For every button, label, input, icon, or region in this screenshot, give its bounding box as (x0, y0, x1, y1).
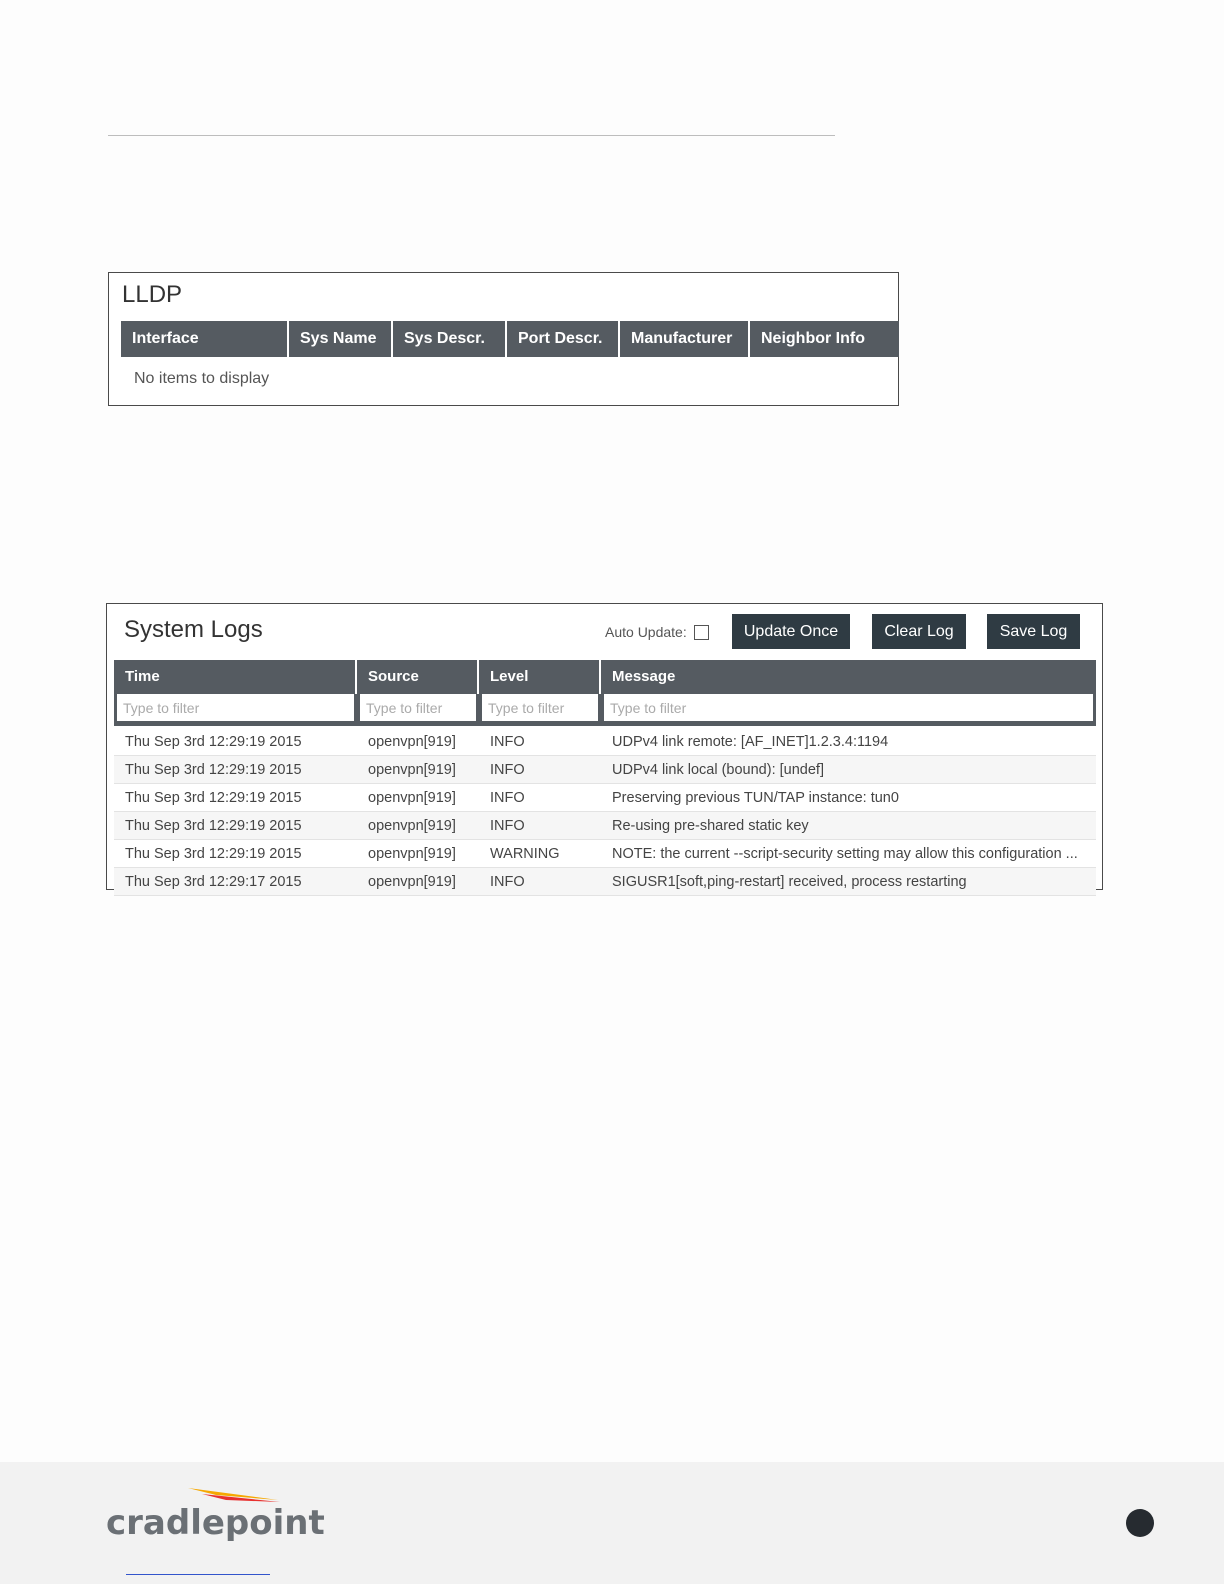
log-level: INFO (490, 873, 525, 890)
log-message: NOTE: the current --script-security setting may allow this configuration ... (612, 845, 1078, 862)
top-divider (108, 135, 835, 136)
system-logs-panel (106, 603, 1103, 890)
auto-update-checkbox[interactable] (694, 625, 709, 640)
page-number-dot (1126, 1509, 1154, 1537)
log-message: UDPv4 link local (bound): [undef] (612, 761, 824, 778)
logo-wordmark: cradlepoint (106, 1503, 325, 1543)
log-time: Thu Sep 3rd 12:29:19 2015 (125, 733, 302, 750)
log-source: openvpn[919] (368, 873, 456, 890)
log-level: INFO (490, 733, 525, 750)
column-header-sys-descr[interactable]: Sys Descr. (392, 321, 506, 357)
level-filter-input[interactable] (482, 694, 598, 721)
log-row[interactable] (114, 868, 1096, 896)
log-level: INFO (490, 817, 525, 834)
log-level: WARNING (490, 845, 560, 862)
clear-log-button[interactable]: Clear Log (872, 614, 966, 649)
update-once-button[interactable]: Update Once (732, 614, 850, 649)
log-source: openvpn[919] (368, 789, 456, 806)
log-source: openvpn[919] (368, 733, 456, 750)
column-header-message[interactable]: Message (612, 668, 676, 685)
log-level: INFO (490, 789, 525, 806)
save-log-button[interactable]: Save Log (987, 614, 1080, 649)
filter-cell-time (114, 694, 357, 724)
lldp-empty-message: No items to display (134, 370, 270, 387)
source-filter-input[interactable] (360, 694, 476, 721)
time-filter-input[interactable] (117, 694, 354, 721)
column-header-manufacturer[interactable]: Manufacturer (619, 321, 749, 357)
auto-update-label: Auto Update: (605, 624, 687, 640)
filter-cell-source (357, 694, 479, 724)
log-row[interactable] (114, 784, 1096, 812)
log-source: openvpn[919] (368, 845, 456, 862)
log-time: Thu Sep 3rd 12:29:19 2015 (125, 789, 302, 806)
log-row[interactable] (114, 728, 1096, 756)
page-footer (0, 1462, 1224, 1584)
column-header-port-descr[interactable]: Port Descr. (506, 321, 619, 357)
log-source: openvpn[919] (368, 817, 456, 834)
log-message: Preserving previous TUN/TAP instance: tun0 (612, 789, 899, 806)
column-header-source[interactable]: Source (357, 660, 479, 694)
log-row[interactable] (114, 812, 1096, 840)
log-time: Thu Sep 3rd 12:29:19 2015 (125, 761, 302, 778)
footer-link-underline[interactable] (126, 1574, 270, 1575)
system-logs-grid (114, 660, 1096, 896)
log-level: INFO (490, 761, 525, 778)
column-header-level[interactable]: Level (479, 660, 601, 694)
filter-cell-message (601, 694, 1096, 724)
log-row[interactable] (114, 840, 1096, 868)
log-time: Thu Sep 3rd 12:29:19 2015 (125, 817, 302, 834)
filter-cell-level (479, 694, 601, 724)
log-message: Re-using pre-shared static key (612, 817, 809, 834)
log-message: SIGUSR1[soft,ping-restart] received, process restarting (612, 873, 967, 890)
system-logs-title: System Logs (124, 616, 263, 643)
cradlepoint-logo (106, 1484, 325, 1544)
log-header-row (114, 660, 1096, 694)
lldp-table (121, 321, 899, 357)
lldp-header-row (121, 321, 899, 357)
message-filter-input[interactable] (604, 694, 1093, 721)
filter-row (114, 694, 1096, 726)
log-time: Thu Sep 3rd 12:29:17 2015 (125, 873, 302, 890)
column-header-neighbor-info[interactable]: Neighbor Info (749, 321, 899, 357)
column-header-interface[interactable]: Interface (121, 321, 288, 357)
lldp-panel (108, 272, 899, 406)
auto-update-control (605, 624, 709, 640)
lldp-title: LLDP (122, 281, 183, 308)
log-message: UDPv4 link remote: [AF_INET]1.2.3.4:1194 (612, 733, 889, 750)
log-source: openvpn[919] (368, 761, 456, 778)
log-row[interactable] (114, 756, 1096, 784)
column-header-time[interactable]: Time (114, 660, 357, 694)
column-header-sys-name[interactable]: Sys Name (288, 321, 392, 357)
log-rows (114, 728, 1096, 896)
log-time: Thu Sep 3rd 12:29:19 2015 (125, 845, 302, 862)
